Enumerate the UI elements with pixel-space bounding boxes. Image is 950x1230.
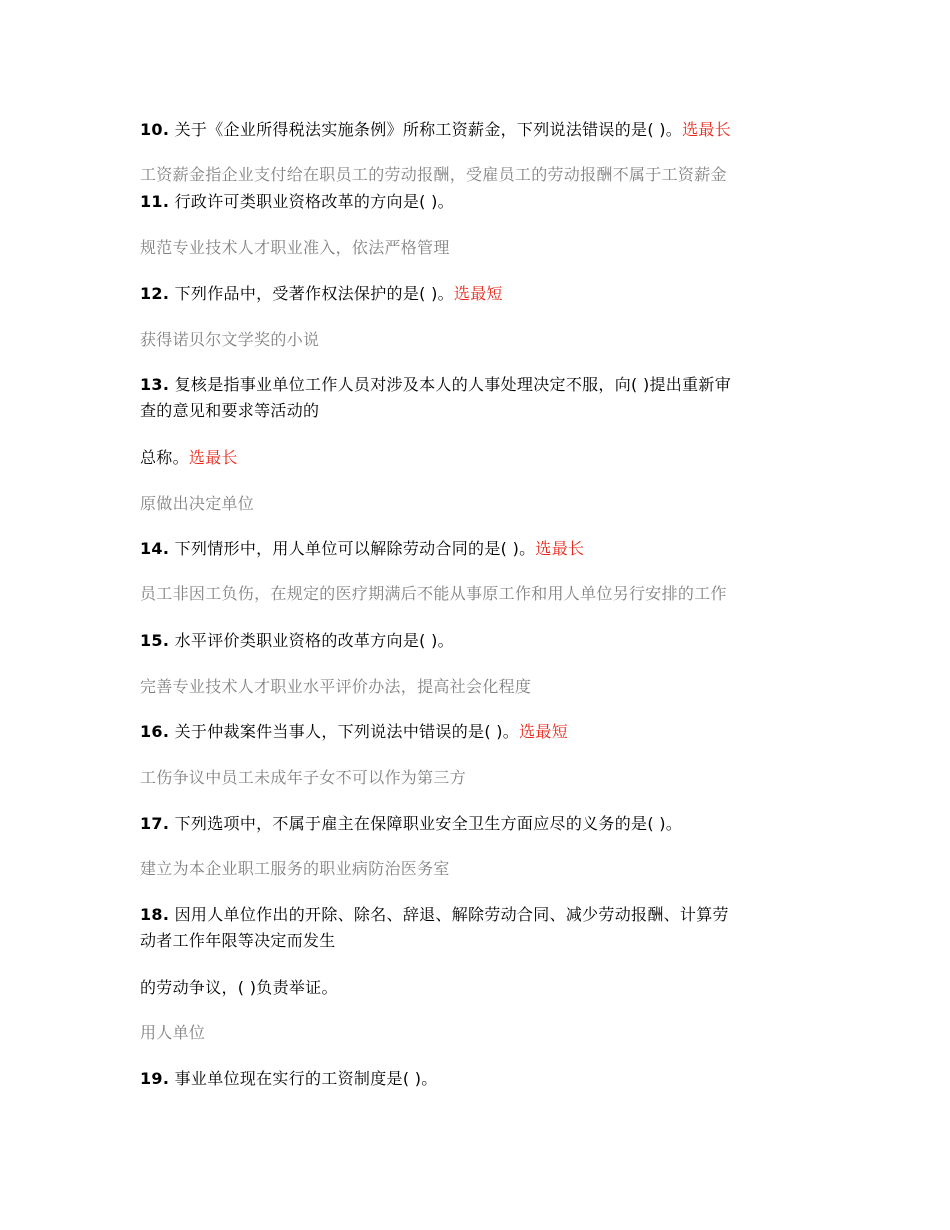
question-text: 关于《企业所得税法实施条例》所称工资薪金，下列说法错误的是( )。 [169, 120, 683, 139]
question-19 [140, 1069, 820, 1089]
question-10 [140, 120, 820, 140]
answer-11: 规范专业技术人才职业准入，依法严格管理 [140, 238, 450, 257]
question-number: 17. [140, 814, 170, 833]
question-18 [140, 905, 820, 925]
question-14 [140, 539, 820, 559]
question-18-line-2: 动者工作年限等决定而发生 [140, 931, 336, 950]
question-13-line-2: 查的意见和要求等活动的 [140, 401, 320, 420]
answer-hint-tag: 选最短 [453, 284, 503, 303]
question-number: 19. [140, 1069, 170, 1088]
question-text: 复核是指事业单位工作人员对涉及本人的人事处理决定不服，向( )提出重新审 [169, 375, 732, 394]
answer-hint-tag: 选最长 [682, 120, 732, 139]
question-13-line-3 [140, 448, 820, 468]
question-number: 16. [140, 722, 170, 741]
question-number: 14. [140, 539, 170, 558]
answer-hint-tag: 选最长 [535, 539, 585, 558]
question-text: 下列选项中，不属于雇主在保障职业安全卫生方面应尽的义务的是( )。 [169, 814, 683, 833]
question-number: 12. [140, 284, 170, 303]
question-number: 10. [140, 120, 170, 139]
question-18-line-3: 的劳动争议，( )负责举证。 [140, 978, 338, 997]
answer-14: 员工非因工负伤，在规定的医疗期满后不能从事原工作和用人单位另行安排的工作 [140, 584, 727, 603]
question-text: 因用人单位作出的开除、除名、辞退、解除劳动合同、减少劳动报酬、计算劳 [169, 905, 729, 924]
question-16 [140, 722, 820, 742]
question-12 [140, 284, 820, 304]
answer-12: 获得诺贝尔文学奖的小说 [140, 330, 320, 349]
answer-17: 建立为本企业职工服务的职业病防治医务室 [140, 859, 450, 878]
question-text: 水平评价类职业资格的改革方向是( )。 [169, 631, 454, 650]
question-text: 下列情形中，用人单位可以解除劳动合同的是( )。 [169, 539, 536, 558]
answer-15: 完善专业技术人才职业水平评价办法，提高社会化程度 [140, 677, 532, 696]
question-number: 13. [140, 375, 170, 394]
question-number: 18. [140, 905, 170, 924]
question-text: 总称。 [140, 448, 189, 467]
answer-10: 工资薪金指企业支付给在职员工的劳动报酬，受雇员工的劳动报酬不属于工资薪金 [140, 165, 727, 184]
question-text: 关于仲裁案件当事人，下列说法中错误的是( )。 [169, 722, 520, 741]
question-text: 行政许可类职业资格改革的方向是( )。 [169, 192, 454, 211]
question-11 [140, 192, 820, 212]
question-number: 11. [140, 192, 170, 211]
answer-hint-tag: 选最短 [519, 722, 569, 741]
question-number: 15. [140, 631, 170, 650]
answer-13: 原做出决定单位 [140, 494, 255, 513]
question-17 [140, 814, 820, 834]
answer-hint-tag: 选最长 [188, 448, 238, 467]
question-13 [140, 375, 820, 395]
question-text: 下列作品中，受著作权法保护的是( )。 [169, 284, 454, 303]
question-text: 事业单位现在实行的工资制度是( )。 [169, 1069, 438, 1088]
question-15 [140, 631, 820, 651]
answer-16: 工伤争议中员工未成年子女不可以作为第三方 [140, 768, 467, 787]
answer-18: 用人单位 [140, 1023, 206, 1042]
